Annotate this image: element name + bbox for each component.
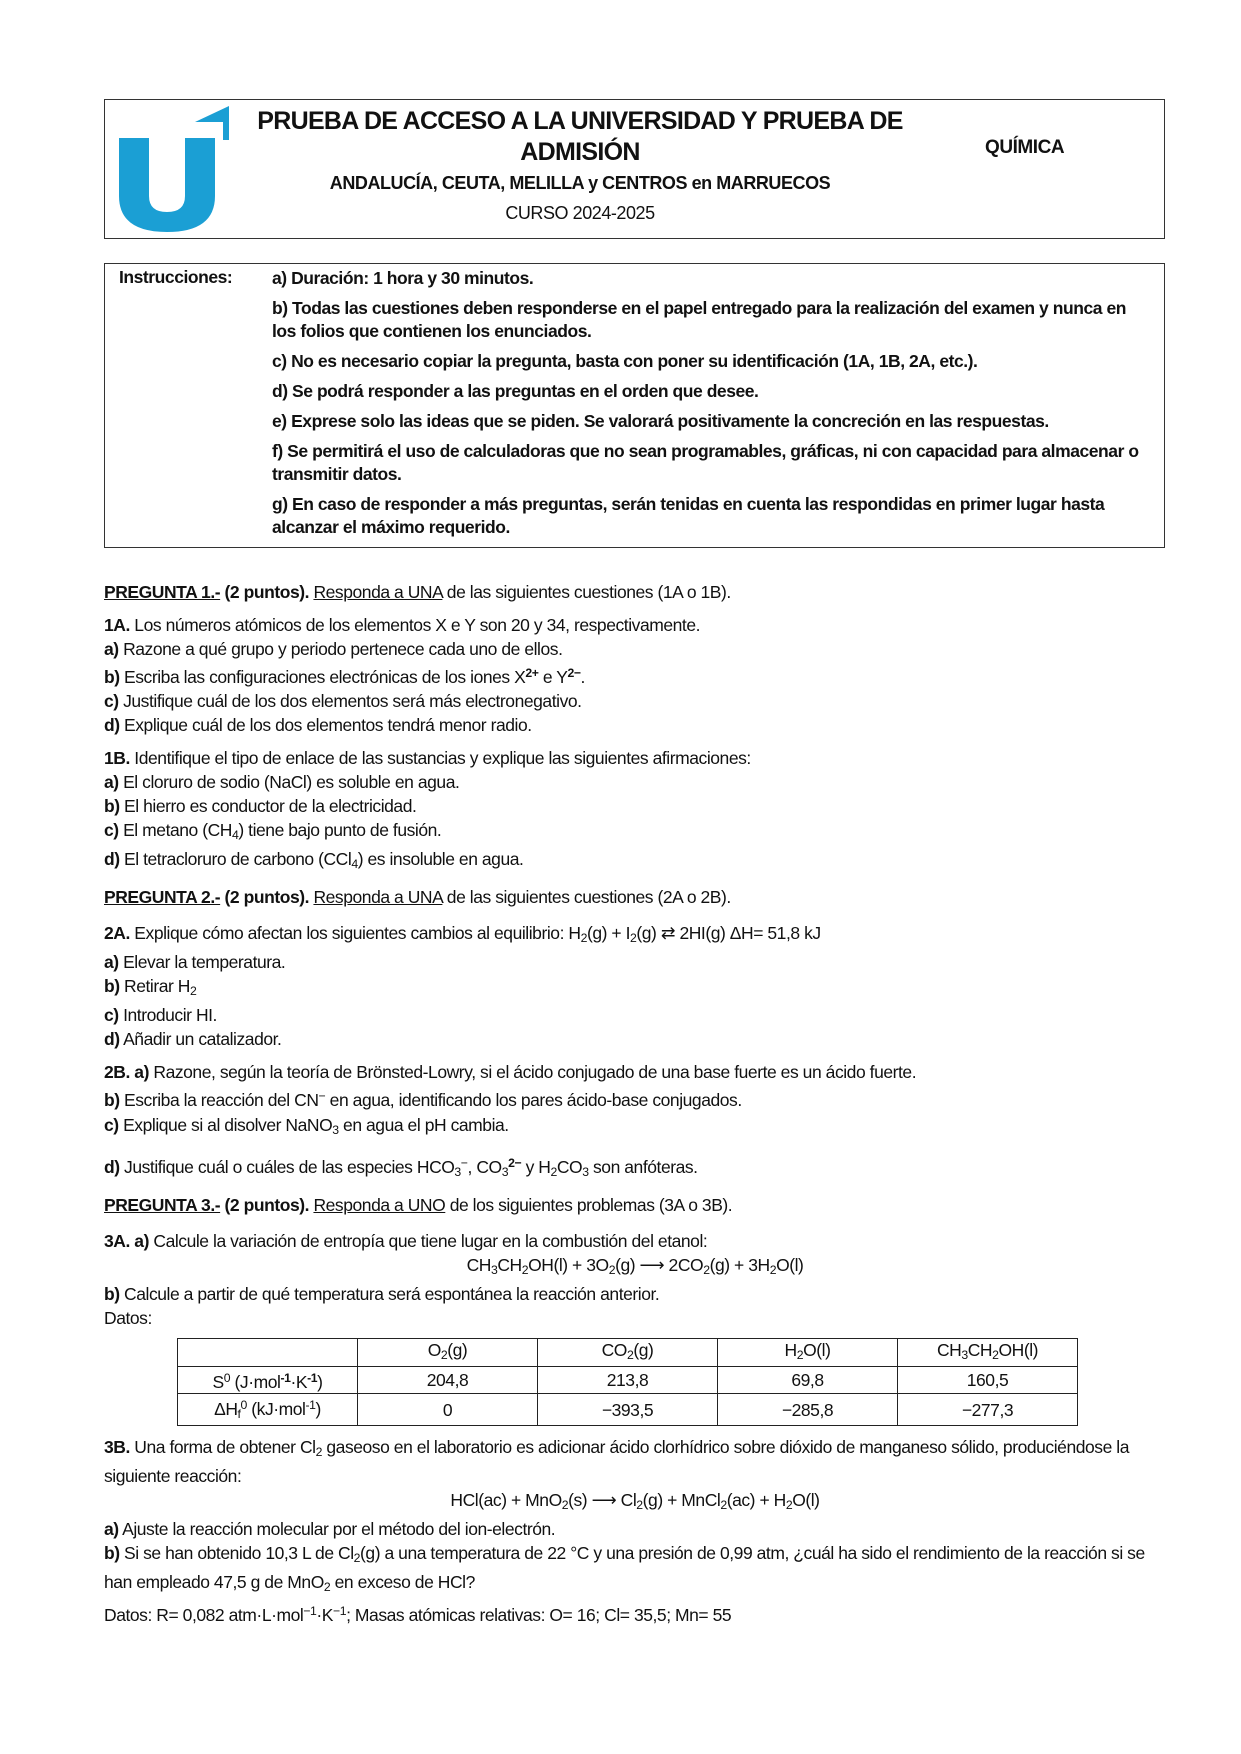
text-span: Justifique cuál de los dos elementos será más electronegativo. bbox=[118, 691, 582, 712]
question-line bbox=[104, 770, 1166, 794]
table-cell bbox=[358, 1338, 538, 1366]
question-line bbox=[104, 637, 1166, 661]
text-span: c) bbox=[104, 1114, 119, 1135]
text-span: (g) + I bbox=[586, 923, 630, 944]
text-span: y H bbox=[521, 1156, 551, 1177]
table-cell bbox=[178, 1366, 358, 1393]
text-span: en exceso de HCl? bbox=[330, 1572, 475, 1593]
superscript: -1 bbox=[280, 1370, 291, 1385]
question-line bbox=[104, 1517, 1166, 1541]
table-cell bbox=[898, 1394, 1078, 1426]
question-line bbox=[104, 713, 1166, 737]
text-span: Explique si al disolver NaNO bbox=[118, 1114, 333, 1135]
instructions-list bbox=[272, 267, 1152, 546]
text-span: d) bbox=[104, 715, 120, 736]
question-line bbox=[104, 1003, 1166, 1027]
instructions-box bbox=[104, 263, 1165, 548]
text-span: ·K bbox=[316, 1605, 334, 1626]
question-line bbox=[104, 1027, 1166, 1051]
subscript: 2 bbox=[608, 1262, 616, 1277]
text-span: O(l) bbox=[792, 1490, 820, 1511]
question-line bbox=[104, 885, 1166, 909]
subscript: 2 bbox=[636, 1498, 643, 1513]
text-span: d) bbox=[104, 849, 120, 870]
text-span: ΔH bbox=[214, 1399, 238, 1420]
text-span: Justifique cuál o cuáles de las especies HCO bbox=[119, 1156, 455, 1177]
text-span: b) bbox=[104, 976, 120, 997]
text-span: Retirar H bbox=[119, 976, 190, 997]
subscript: f bbox=[237, 1407, 241, 1422]
exam-questions bbox=[104, 580, 1166, 1628]
text-span: PREGUNTA 2.- bbox=[104, 887, 221, 908]
text-span: Responda a UNO bbox=[313, 1194, 446, 1215]
text-span: (g) bbox=[447, 1339, 468, 1360]
table-cell bbox=[178, 1338, 358, 1366]
question-line bbox=[104, 921, 1166, 950]
subscript: 3 bbox=[454, 1164, 461, 1179]
exam-title bbox=[255, 106, 905, 168]
exam-subject: QUÍMICA bbox=[985, 137, 1065, 158]
question-line bbox=[104, 1151, 1166, 1184]
superscript: −1 bbox=[333, 1604, 347, 1619]
text-span: CH bbox=[936, 1339, 962, 1360]
text-span: OH(l) bbox=[998, 1339, 1039, 1360]
superscript: −1 bbox=[303, 1604, 317, 1619]
text-span: (g) bbox=[633, 1339, 654, 1360]
exam-region: ANDALUCÍA, CEUTA, MELILLA y CENTROS en MARRUECOS bbox=[329, 173, 831, 193]
text-span: d) bbox=[104, 1029, 120, 1050]
table-cell bbox=[538, 1394, 718, 1426]
text-span: en agua el pH cambia. bbox=[338, 1114, 509, 1135]
question-line bbox=[104, 613, 1166, 637]
text-span: 1A. bbox=[104, 615, 130, 635]
text-span: (kJ·mol bbox=[246, 1399, 306, 1420]
question-line bbox=[104, 1193, 1166, 1217]
text-span: Calcule la variación de entropía que tiene lugar en la combustión del etanol: bbox=[148, 1230, 708, 1251]
text-span: ) tiene bajo punto de fusión. bbox=[238, 820, 442, 841]
text-span: ; Masas atómicas relativas: O= 16; Cl= 35,5; Mn= 55 bbox=[346, 1605, 732, 1626]
text-span: OH(l) + 3O bbox=[528, 1254, 609, 1275]
text-span: Datos: bbox=[104, 1307, 152, 1328]
superscript: 2− bbox=[567, 666, 581, 680]
exam-header bbox=[104, 99, 1165, 239]
question-line bbox=[104, 1060, 1166, 1084]
question-line bbox=[104, 974, 1166, 1003]
question-line bbox=[104, 1541, 1166, 1599]
table-row bbox=[178, 1394, 1078, 1426]
question-line bbox=[104, 1488, 1166, 1517]
question-line bbox=[104, 950, 1166, 974]
subscript: 2 bbox=[769, 1262, 777, 1277]
question-line bbox=[104, 689, 1166, 713]
text-span: Explique cuál de los dos elementos tendrá menor radio. bbox=[119, 715, 532, 736]
text-span: 2B. a) bbox=[104, 1062, 149, 1083]
text-span: a) bbox=[104, 1519, 119, 1540]
text-span: Identifique el tipo de enlace de las sustancias y explique las siguientes afirmaciones: bbox=[129, 748, 751, 769]
table-cell bbox=[358, 1394, 538, 1426]
text-span: de las siguientes cuestiones (2A o 2B). bbox=[442, 887, 731, 908]
text-span: ·K bbox=[290, 1372, 308, 1392]
text-span: −393,5 bbox=[601, 1399, 654, 1420]
text-span: b) bbox=[104, 796, 120, 817]
subscript: 3 bbox=[582, 1164, 589, 1179]
text-span: (ac) + H bbox=[726, 1490, 786, 1511]
subscript: 4 bbox=[351, 857, 358, 872]
subscript: 2 bbox=[630, 931, 637, 946]
question-line bbox=[104, 1253, 1166, 1282]
subscript: 2 bbox=[703, 1262, 710, 1277]
text-span: 3A. a) bbox=[104, 1230, 149, 1251]
table-cell bbox=[718, 1394, 898, 1426]
text-span: ) bbox=[317, 1372, 323, 1392]
text-span: c) bbox=[104, 1005, 119, 1026]
text-span: a) bbox=[104, 772, 119, 793]
subscript: 3 bbox=[961, 1347, 968, 1362]
text-span: 3B. bbox=[104, 1437, 130, 1458]
superscript: 0 bbox=[223, 1370, 231, 1385]
subscript: 2 bbox=[720, 1498, 727, 1513]
text-span: CO bbox=[556, 1156, 583, 1177]
table-cell bbox=[898, 1366, 1078, 1393]
text-span: 0 bbox=[442, 1399, 453, 1420]
text-span: Razone, según la teoría de Brönsted-Lowry, si el ácido conjugado de una base fuerte es un ácido fuerte. bbox=[148, 1062, 917, 1083]
text-span: . bbox=[580, 667, 585, 688]
text-span: PREGUNTA 3.- bbox=[104, 1194, 221, 1215]
text-span: (2 puntos). bbox=[220, 582, 314, 602]
text-span: (g) ⇄ 2HI(g) ΔH= 51,8 kJ bbox=[636, 923, 821, 944]
subscript: 3 bbox=[490, 1262, 498, 1277]
text-span: Responda a UNA bbox=[313, 887, 443, 908]
question-line bbox=[104, 1306, 1166, 1330]
superscript: 0 bbox=[240, 1398, 247, 1412]
university-logo bbox=[111, 104, 239, 234]
text-span: ) es insoluble en agua. bbox=[357, 849, 524, 870]
superscript: − bbox=[460, 1155, 468, 1170]
subscript: 2 bbox=[550, 1164, 557, 1179]
text-span: , CO bbox=[467, 1156, 502, 1177]
text-span: −277,3 bbox=[961, 1399, 1014, 1420]
thermo-data-table bbox=[177, 1338, 1078, 1426]
text-span: O(l) bbox=[803, 1339, 831, 1360]
text-span: en agua, identificando los pares ácido-base conjugados. bbox=[325, 1090, 742, 1111]
table-cell bbox=[538, 1366, 718, 1393]
table-cell bbox=[898, 1338, 1078, 1366]
text-span: ) bbox=[315, 1399, 321, 1420]
subscript: 2 bbox=[992, 1347, 999, 1362]
text-span: (2 puntos). bbox=[220, 887, 314, 908]
question-line bbox=[104, 1229, 1166, 1253]
text-span: Introducir HI. bbox=[118, 1005, 217, 1026]
subscript: 2 bbox=[561, 1498, 569, 1513]
text-span: El metano (CH bbox=[118, 820, 232, 841]
text-span: d) bbox=[104, 1156, 120, 1177]
text-span: b) bbox=[104, 1543, 120, 1564]
text-span: Datos: R= 0,082 atm·L·mol bbox=[104, 1605, 304, 1626]
text-span: −285,8 bbox=[781, 1399, 834, 1420]
text-span: Ajuste la reacción molecular por el método del ion-electrón. bbox=[118, 1519, 556, 1540]
subscript: 2 bbox=[785, 1498, 793, 1513]
text-span: El cloruro de sodio (NaCl) es soluble en agua. bbox=[118, 772, 460, 793]
subscript: 2 bbox=[315, 1445, 322, 1460]
text-span: Responda a UNA bbox=[313, 582, 443, 602]
text-span: (g) a una temperatura de 22 °C y una presión de 0,99 atm, ¿cuál ha sido el rendimiento de la reacción si se han empleado 47,5 g de MnO bbox=[104, 1543, 1145, 1593]
text-span: 213,8 bbox=[606, 1369, 649, 1390]
text-span: H bbox=[784, 1339, 797, 1360]
text-span: b) bbox=[104, 1283, 120, 1304]
text-span: (2 puntos). bbox=[220, 1194, 314, 1215]
question-line bbox=[104, 818, 1166, 847]
text-span: Añadir un catalizador. bbox=[119, 1029, 282, 1050]
table-cell bbox=[538, 1338, 718, 1366]
subscript: 2 bbox=[521, 1262, 529, 1277]
subscript: 2 bbox=[323, 1580, 331, 1595]
subscript: 2 bbox=[190, 984, 197, 999]
question-line bbox=[104, 746, 1166, 770]
text-span: Escriba las configuraciones electrónicas de los iones X bbox=[119, 667, 526, 688]
text-span: 2A. bbox=[104, 923, 130, 944]
text-span: CH bbox=[497, 1254, 522, 1275]
text-span: HCl(ac) + MnO bbox=[450, 1490, 562, 1511]
text-span: O(l) bbox=[776, 1254, 804, 1275]
text-span: El tetracloruro de carbono (CCl bbox=[119, 849, 352, 870]
text-span: (J·mol bbox=[230, 1372, 281, 1392]
subscript: 2 bbox=[440, 1347, 448, 1362]
instruction-item: f) Se permitirá el uso de calculadoras que no sean programables, gráficas, ni con capacidad para almacenar o transmitir datos. bbox=[272, 441, 1139, 484]
text-span: c) bbox=[104, 691, 119, 712]
question-line bbox=[104, 1113, 1166, 1142]
subscript: 2 bbox=[626, 1347, 634, 1362]
text-span: (s) ⟶ Cl bbox=[568, 1490, 637, 1511]
text-span: a) bbox=[104, 639, 119, 659]
question-line bbox=[104, 1599, 1166, 1627]
subscript: 3 bbox=[332, 1122, 339, 1137]
text-span: Calcule a partir de qué temperatura será espontánea la reacción anterior. bbox=[119, 1283, 660, 1304]
text-span: (g) + 3H bbox=[709, 1254, 770, 1275]
subscript: 4 bbox=[232, 828, 239, 843]
subscript: 2 bbox=[353, 1551, 361, 1566]
text-span: CO bbox=[601, 1339, 627, 1360]
instructions-label: Instrucciones: bbox=[119, 267, 233, 287]
table-cell bbox=[178, 1394, 358, 1426]
text-span: b) bbox=[104, 667, 120, 688]
instruction-item: e) Exprese solo las ideas que se piden. Se valorará positivamente la concreción en las respuestas. bbox=[272, 411, 1049, 431]
subscript: 3 bbox=[501, 1164, 509, 1179]
superscript: 2+ bbox=[525, 666, 539, 680]
text-span: CH bbox=[967, 1339, 993, 1360]
text-span: PREGUNTA 1.- bbox=[104, 582, 221, 602]
subscript: 2 bbox=[580, 931, 587, 946]
question-line bbox=[104, 794, 1166, 818]
question-line bbox=[104, 847, 1166, 876]
title-line-1: PRUEBA DE ACCESO A LA UNIVERSIDAD Y PRUEBA DE bbox=[257, 107, 903, 135]
text-span: c) bbox=[104, 820, 119, 841]
instruction-item: g) En caso de responder a más preguntas, serán tenidas en cuenta las respondidas en primer lugar hasta alcanzar el máximo requerido. bbox=[272, 494, 1105, 537]
text-span: Explique cómo afectan los siguientes cambios al equilibrio: H bbox=[129, 923, 581, 944]
text-span: Los números atómicos de los elementos X e Y son 20 y 34, respectivamente. bbox=[129, 615, 701, 635]
text-span: b) bbox=[104, 1090, 120, 1111]
table-row bbox=[178, 1366, 1078, 1393]
text-span: (g) + MnCl bbox=[642, 1490, 721, 1511]
text-span: S bbox=[212, 1372, 224, 1392]
text-span: gaseoso en el laboratorio es adicionar ácido clorhídrico sobre dióxido de manganeso sólido, produciéndose la siguiente reacción: bbox=[104, 1437, 1130, 1487]
instruction-item: c) No es necesario copiar la pregunta, basta con poner su identificación (1A, 1B, 2A, etc.). bbox=[272, 351, 978, 371]
text-span: Elevar la temperatura. bbox=[118, 952, 286, 973]
text-span: 69,8 bbox=[791, 1369, 824, 1390]
subscript: 2 bbox=[796, 1347, 804, 1362]
table-cell bbox=[358, 1366, 538, 1393]
superscript: − bbox=[318, 1089, 326, 1104]
superscript: 2− bbox=[508, 1155, 522, 1170]
question-line bbox=[104, 1084, 1166, 1112]
title-line-2: ADMISIÓN bbox=[520, 138, 640, 166]
text-span: (g) ⟶ 2CO bbox=[615, 1254, 704, 1275]
text-span: Razone a qué grupo y periodo pertenece cada uno de ellos. bbox=[118, 639, 563, 659]
text-span: e Y bbox=[538, 667, 568, 688]
text-span: Escriba la reacción del CN bbox=[119, 1090, 319, 1111]
question-line bbox=[104, 580, 1166, 604]
text-span: de los siguientes problemas (3A o 3B). bbox=[445, 1194, 733, 1215]
table-cell bbox=[718, 1366, 898, 1393]
question-line bbox=[104, 1282, 1166, 1306]
table-row bbox=[178, 1338, 1078, 1366]
text-span: 160,5 bbox=[966, 1369, 1009, 1390]
text-span: CH bbox=[466, 1254, 491, 1275]
text-span: Si se han obtenido 10,3 L de Cl bbox=[119, 1543, 354, 1564]
table-cell bbox=[718, 1338, 898, 1366]
instruction-item: d) Se podrá responder a las preguntas en el orden que desee. bbox=[272, 381, 759, 401]
text-span: a) bbox=[104, 952, 119, 973]
exam-course: CURSO 2024-2025 bbox=[505, 203, 655, 223]
instruction-item: b) Todas las cuestiones deben responderse en el papel entregado para la realización del examen y nunca en los folios que contienen los enunciados. bbox=[272, 298, 1126, 341]
question-line bbox=[104, 661, 1166, 689]
text-span: de las siguientes cuestiones (1A o 1B). bbox=[442, 582, 731, 602]
text-span: son anfóteras. bbox=[588, 1156, 698, 1177]
text-span: Una forma de obtener Cl bbox=[129, 1437, 316, 1458]
text-span: 204,8 bbox=[426, 1369, 469, 1390]
superscript: -1 bbox=[307, 1370, 318, 1385]
text-span: 1B. bbox=[104, 748, 130, 769]
superscript: -1 bbox=[305, 1398, 316, 1412]
instruction-item: a) Duración: 1 hora y 30 minutos. bbox=[272, 268, 534, 288]
text-span: El hierro es conductor de la electricidad. bbox=[119, 796, 417, 817]
text-span: O bbox=[427, 1339, 441, 1360]
question-line bbox=[104, 1435, 1166, 1488]
